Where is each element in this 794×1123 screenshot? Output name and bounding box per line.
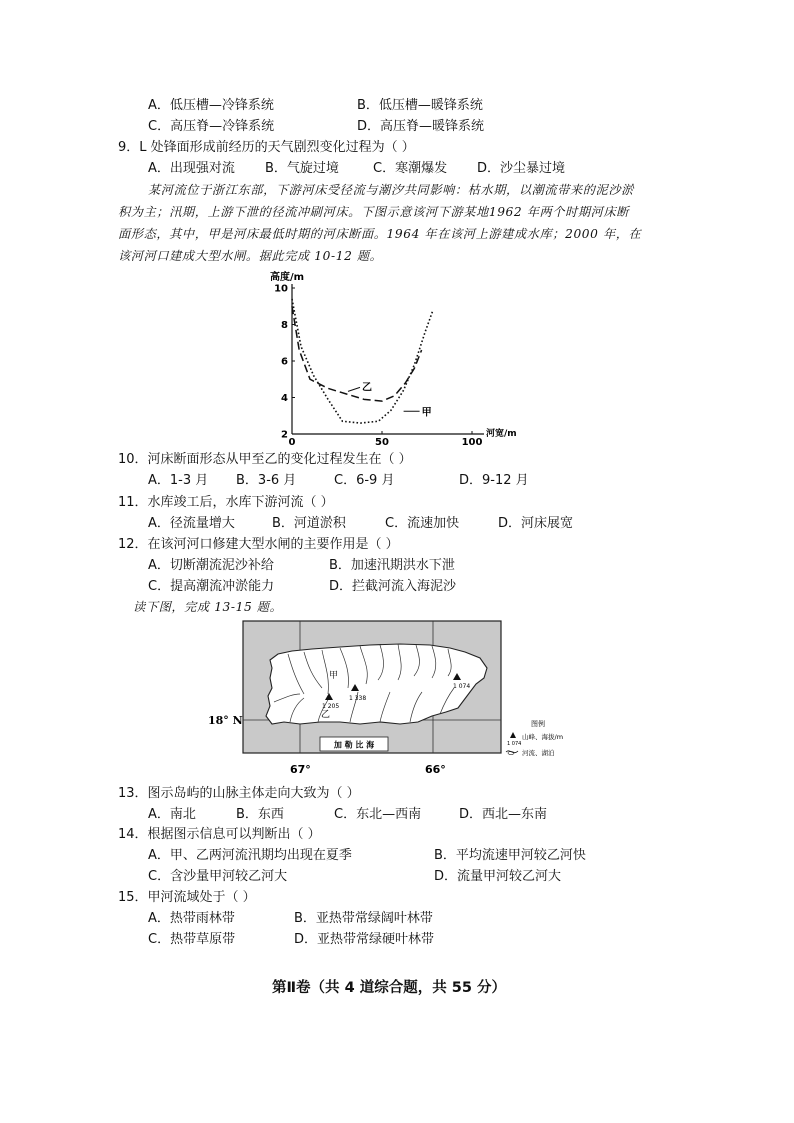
q14-option-c: C．含沙量甲河较乙河大: [148, 869, 288, 884]
q11-option-c: C．流速加快: [385, 516, 460, 531]
q10-stem: 10．河床断面形态从甲至乙的变化过程发生在（ ）: [118, 452, 412, 467]
y-tick-label: 10: [274, 283, 288, 295]
riverbed-profile-chart: [262, 262, 532, 447]
q13-option-b: B．东西: [236, 807, 284, 822]
q15-option-c: C．热带草原带: [148, 932, 236, 947]
series-label-leader-yi: [348, 387, 360, 391]
legend-peak-value: 1 074: [507, 741, 522, 747]
q12-option-b: B．加速汛期洪水下泄: [329, 558, 455, 573]
q11-option-d: D．河床展宽: [498, 516, 574, 531]
legend-title: 图例: [531, 720, 545, 728]
river-jia-label: 甲: [329, 671, 339, 681]
q12-option-d: D．拦截河流入海泥沙: [329, 579, 457, 594]
q9-option-c: C．寒潮爆发: [373, 161, 448, 176]
longitude-label-67: 67°: [290, 763, 311, 776]
series-line-jia: [292, 299, 432, 423]
y-tick-label: 6: [281, 356, 288, 368]
q10-option-a: A．1-3 月: [148, 473, 209, 488]
latitude-label: 18° N: [208, 714, 243, 727]
q15-option-a: A．热带雨林带: [148, 911, 235, 926]
sea-label: 加 勒 比 海: [333, 740, 375, 750]
q15-stem: 15．甲河流域处于（ ）: [118, 890, 256, 905]
section-2-heading: 第Ⅱ卷（共 4 道综合题，共 55 分）: [272, 980, 507, 996]
q12-option-a: A．切断潮流泥沙补给: [148, 558, 274, 573]
passage-line: 读下图，完成 13-15 题。: [133, 600, 283, 614]
y-axis-title: 高度/m: [270, 272, 305, 283]
x-tick-label: 0: [288, 437, 296, 447]
river-yi-label: 乙: [321, 710, 331, 720]
q10-option-d: D．9-12 月: [459, 473, 529, 488]
legend-peak-text: 山峰、海拔/m: [522, 733, 564, 741]
q12-stem: 12．在该河河口修建大型水闸的主要作用是（ ）: [118, 537, 399, 552]
q9-option-a: A．出现强对流: [148, 161, 235, 176]
peak-1074-label: 1 074: [453, 683, 471, 690]
x-tick-label: 50: [375, 437, 389, 447]
passage-line: 积为主；汛期，上游下泄的径流冲刷河床。下图示意该河下游某地1962 年两个时期河床断: [118, 205, 630, 219]
x-tick-label: 100: [461, 437, 483, 447]
passage-river-body: [118, 201, 641, 267]
passage-line: 面形态，其中，甲是河床最低时期的河床断面。1964 年在该河上游建成水库；2000 年，在: [118, 227, 642, 241]
peak-1338-label: 1 338: [349, 695, 367, 702]
q10-option-c: C．6-9 月: [334, 473, 395, 488]
q13-option-d: D．西北—东南: [459, 807, 548, 822]
y-tick-label: 2: [281, 429, 288, 441]
passage-line: 该河河口建成大型水闸。据此完成 10-12 题。: [118, 249, 383, 263]
q12-option-c: C．提高潮流冲淤能力: [148, 579, 275, 594]
q15-option-b: B．亚热带常绿阔叶林带: [294, 911, 433, 926]
y-tick-label: 4: [281, 393, 288, 404]
q15-option-d: D．亚热带常绿硬叶林带: [294, 932, 435, 947]
q14-option-a: A．甲、乙两河流汛期均出现在夏季: [148, 848, 352, 863]
q11-option-a: A．径流量增大: [148, 516, 235, 531]
legend-river-text: 河流、湖泊: [522, 749, 555, 757]
y-tick-label: 8: [281, 320, 288, 331]
x-axis-title: 河宽/m: [486, 429, 517, 439]
peak-1205-label: 1 205: [322, 703, 340, 710]
q14-option-d: D．流量甲河较乙河大: [434, 869, 562, 884]
passage-river-intro: [148, 179, 634, 201]
q9-stem: 9．L 处锋面形成前经历的天气剧烈变化过程为（ ）: [118, 140, 415, 155]
q8-option-c: C．高压脊—冷锋系统: [148, 119, 275, 134]
q14-stem: 14．根据图示信息可以判断出（ ）: [118, 827, 321, 842]
q8-option-b: B．低压槽—暖锋系统: [357, 98, 483, 113]
q11-stem: 11．水库竣工后，水库下游河流（ ）: [118, 495, 334, 510]
q8-option-d: D．高压脊—暖锋系统: [357, 119, 485, 134]
legend-peak-icon: [510, 732, 516, 738]
series-label-yi: 乙: [362, 382, 372, 394]
q13-option-c: C．东北—西南: [334, 807, 422, 822]
passage-line: 某河流位于浙江东部，下游河床受径流与潮汐共同影响：枯水期，以潮流带来的泥沙淤: [148, 183, 634, 197]
map-legend: [506, 719, 563, 757]
q13-option-a: A．南北: [148, 807, 196, 822]
series-line-yi: [292, 306, 422, 401]
q9-option-b: B．气旋过境: [265, 161, 339, 176]
q8-option-a: A．低压槽—冷锋系统: [148, 98, 274, 113]
series-label-jia: 甲: [421, 407, 432, 419]
longitude-label-66: 66°: [425, 763, 446, 776]
q11-option-b: B．河道淤积: [272, 516, 346, 531]
q9-option-d: D．沙尘暴过境: [477, 161, 566, 176]
passage-map-intro: [133, 596, 282, 618]
island-map: [200, 618, 600, 780]
q14-option-b: B．平均流速甲河较乙河快: [434, 848, 586, 863]
q13-stem: 13．图示岛屿的山脉主体走向大致为（ ）: [118, 786, 360, 801]
q10-option-b: B．3-6 月: [236, 473, 297, 488]
